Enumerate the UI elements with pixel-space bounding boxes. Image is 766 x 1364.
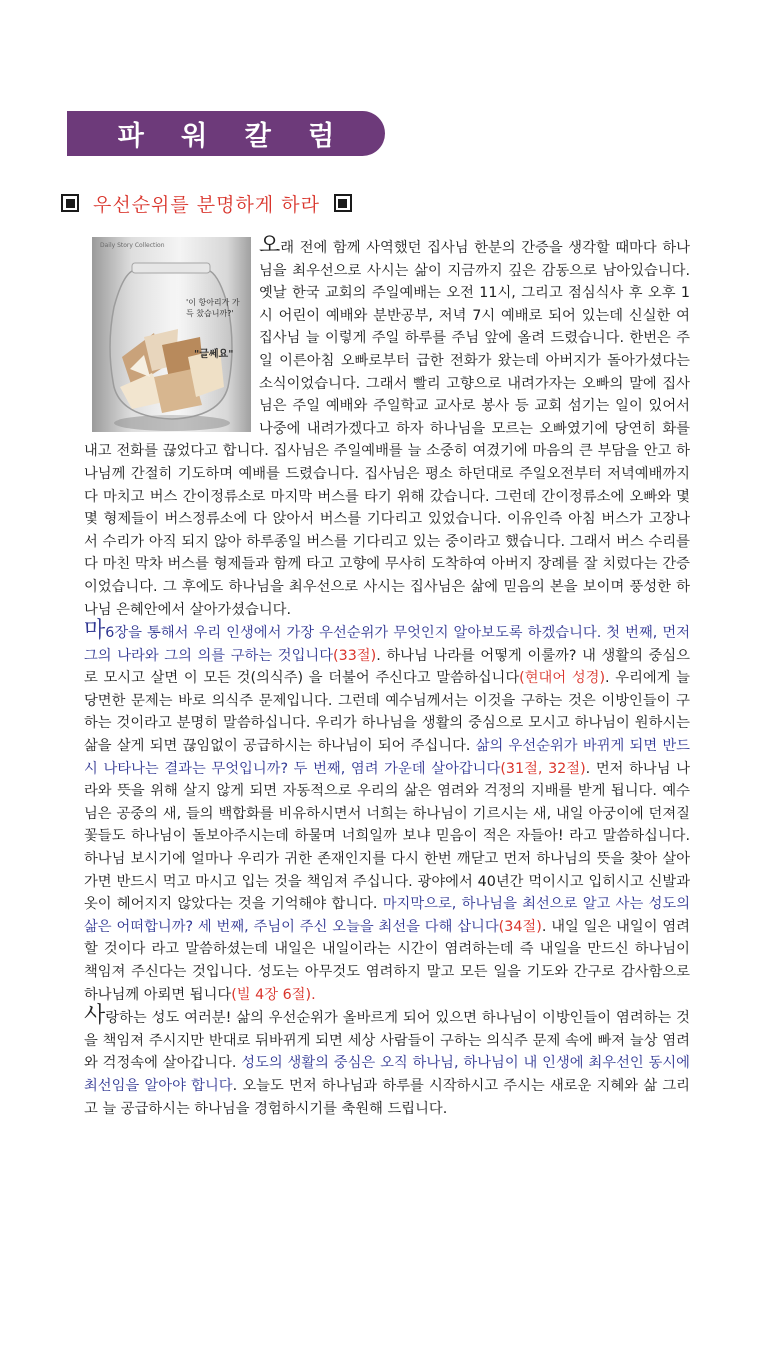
paragraph-end: . xyxy=(311,986,316,1003)
paragraph-text: 랑하는 성도 여러분! 삶의 우선순위가 올바르게 되어 있으면 하나님이 이방인들이 염려하는 것을 책임져 주시지만 반대로 뒤바뀌게 되면 세상 사람들이 구하는 의식주 문제 속에 빠져 늘상 염려와 걱정속에 살아갑니다. xyxy=(84,1010,690,1072)
column-banner xyxy=(67,111,385,156)
drop-cap: 오 xyxy=(259,233,281,258)
scripture-ref: (빌 4장 6절) xyxy=(231,986,312,1003)
highlight-text: 6장을 통해서 우리 인생에서 가장 우선순위가 무엇인지 알아보도록 하겠습니다. 첫 번째, 먼저 그의 나라와 그의 의를 구하는 것입니다 xyxy=(84,625,690,664)
paragraph-text: . 내일 일은 내일이 염려할 것이다 라고 말씀하셨는데 내일은 내일이라는 시간이 염려하는데 즉 내일을 만드신 하나님이 책임져 주신다는 것입니다. 성도는 아무것도 염려하지 말고 모든 일을 기도와 간구로 감사함으로 하나님께 아뢰면 됩니다 xyxy=(84,918,690,1003)
banner-title: 파 워 칼 럼 xyxy=(117,121,349,152)
paragraph-text: . 하나님 나라를 어떻게 이룰까? 내 생활의 중심으로 모시고 살면 이 모든 것(의식주) 을 더불어 주신다고 말씀하십니다 xyxy=(84,647,690,687)
paragraph-text: . 우리에게 늘 당면한 문제는 바로 의식주 문제입니다. 그런데 예수님께서는 이것을 구하는 것은 이방인들이 구하는 것이라고 분명히 말씀하십니다. 우리가 하나님을 생활의 중심으로 모시고 하나님이 원하시는 삶을 살게 되면 끊임없이 공급하시는 하나님이 되어 주십니다. xyxy=(84,670,690,755)
image-tiny-caption: Daily Story Collection xyxy=(100,242,165,249)
image-answer: "글쎄요" xyxy=(194,349,234,360)
article-body xyxy=(84,233,691,1120)
paragraph-3 xyxy=(84,1003,690,1120)
square-bullet-icon xyxy=(61,194,79,212)
image-quote: '이 항아리가 가득 찼습니까?' xyxy=(186,298,240,318)
paragraph-text: . 먼저 하나님 나라와 뜻을 위해 살지 않게 되면 자동적으로 우리의 삶은 염려와 걱정의 지배를 받게 됩니다. 예수님은 공중의 새, 들의 백합화를 비유하시면서 너희는 하나님이 기르시는 새, 내일 아궁이에 던져질 꽃들도 하나님이 돌보아주시는데 하물며 너희일까 보냐 믿음이 적은 자들아! 라고 말씀하십니다. 하나님 보시기에 얼마나 우리가 귀한 존재인지를 다시 한번 깨닫고 먼저 하나님의 뜻을 찾아 살아가면 반드시 먹고 마시고 입는 것을 책임져 주십니다. 광야에서 40년간 먹이시고 입히시고 신발과 옷이 헤어지지 않았다는 것을 기억해야 합니다. xyxy=(84,760,690,913)
highlight-text: 성도의 생활의 중심은 오직 하나님, 하나님이 내 인생에 최우선인 동시에 최선임을 알아야 합니다 xyxy=(84,1055,690,1094)
article-subtitle xyxy=(61,188,352,218)
scripture-ref: (34절) xyxy=(498,918,542,935)
paragraph-text: 래 전에 함께 사역했던 집사님 한분의 간증을 생각할 때마다 하나님을 최우선으로 사시는 삶이 지금까지 깊은 감동으로 남아있습니다. 옛날 한국 교회의 주일예배는 오전 11시, 그리고 점심식사 후 오후 1시 어린이 예배와 분반공부, 저녁 7시 예배로 되어 있는데 신실한 여집사님 늘 이렇게 주일 하루를 주님 앞에 올려 드렸습니다. 한번은 주일 이른아침 오빠로부터 급한 전화가 왔는데 아버지가 돌아가셨다는 소식이었습니다. 그래서 빨리 고향으로 내려가자는 오빠의 말에 집사님은 주일 예배와 주일학교 교사로 봉사 등 교회 섬기는 일이 있어서 나중에 내려가겠다고 하자 하나님을 모르는 오빠였기에 당연히 화를 내고 전화를 끊었다고 합니다. 집사님은 주일예배를 늘 소중히 여겼기에 마음의 큰 부담을 안고 하나님께 간절히 기도하며 예배를 드렸습니다. 집사님은 평소 하던대로 주일오전부터 저녁예배까지 다 마치고 버스 간이정류소로 마지막 버스를 타기 위해 갔습니다. 그런데 간이정류소에 오빠와 몇몇 형제들이 버스정류소에 다 앉아서 버스를 기다리고 있었습니다. 이유인즉 아침 버스가 고장나서 수리가 아직 되지 않아 하루종일 버스를 기다리고 있는 중이라고 했습니다. 그래서 버스 수리를 다 마친 막차 버스를 형제들과 함께 타고 고향에 무사히 도착하여 아버지 장례를 잘 치렀다는 간증이었습니다. 그 후에도 하나님을 최우선으로 사시는 집사님은 삶에 믿음의 본을 보이며 풍성한 하나님 은혜안에서 살아가셨습니다. xyxy=(84,240,690,618)
drop-cap: 마 xyxy=(84,618,106,644)
scripture-ref: (31절, 32절) xyxy=(500,760,586,777)
scripture-ref: (33절) xyxy=(333,647,377,664)
paragraph-2 xyxy=(84,618,691,1006)
highlight-text: 삶의 우선순위가 바뀌게 되면 반드시 나타나는 결과는 무엇입니까? 두 번째, 염려 가운데 살아갑니다 xyxy=(84,738,690,777)
subtitle-text: 우선순위를 분명하게 하라 xyxy=(93,193,320,216)
square-bullet-icon xyxy=(334,194,352,212)
scripture-ref: (현대어 성경) xyxy=(519,670,606,687)
paragraph-text: . 오늘도 먼저 하나님과 하루를 시작하시고 주시는 새로운 지혜와 삶 그리고 늘 공급하시는 하나님을 경험하시기를 축원해 드립니다. xyxy=(84,1077,690,1117)
drop-cap: 사 xyxy=(84,1003,106,1029)
highlight-text: 마지막으로, 하나님을 최선으로 알고 사는 성도의 삶은 어떠합니까? 세 번째, 주님이 주신 오늘을 최선을 다해 삽니다 xyxy=(84,896,691,935)
